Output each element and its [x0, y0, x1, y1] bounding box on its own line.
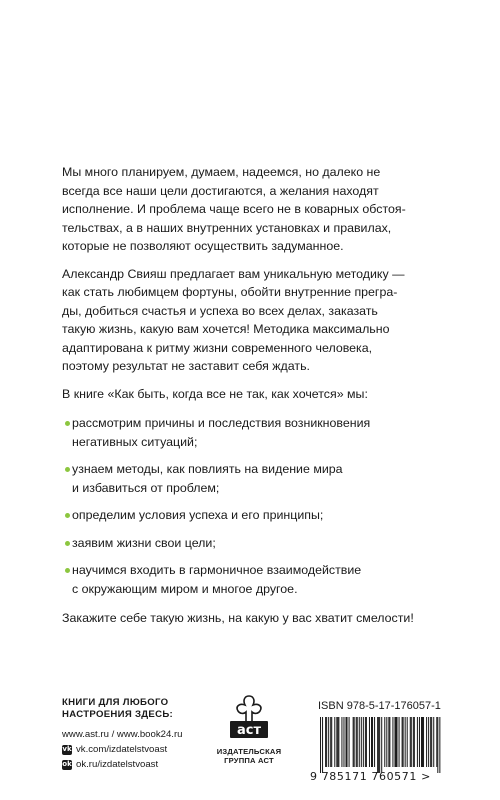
barcode-bar — [410, 717, 411, 767]
publisher-line: ИЗДАТЕЛЬСКАЯ — [216, 747, 282, 756]
barcode-bar — [365, 717, 366, 767]
footer-title — [62, 697, 202, 721]
barcode-bar — [378, 717, 379, 773]
text-line: как стать любимцем фортуны, обойти внутренние прегра- — [62, 285, 398, 299]
barcode-bar — [388, 717, 389, 767]
barcode-bar — [436, 717, 437, 767]
paragraph-2 — [62, 265, 442, 376]
barcode-bar — [439, 717, 440, 773]
footer-links — [62, 727, 183, 772]
barcode-bar — [374, 717, 375, 767]
text-line: определим условия успеха и его принципы; — [72, 508, 324, 522]
barcode-bar — [431, 717, 432, 767]
text-line: заявим жизни свои цели; — [72, 535, 216, 550]
barcode-bar — [437, 717, 438, 773]
bullet-dot-icon — [65, 467, 70, 472]
text-line: тельствах, а в наших внутренних установках и правилах, — [62, 220, 392, 235]
bullet-dot-icon — [65, 513, 70, 518]
text-line: научимся входить в гармоничное взаимодействие — [72, 563, 362, 577]
text-line: негативных ситуаций; — [72, 434, 198, 449]
barcode-bar — [341, 717, 342, 767]
barcode-bar — [399, 717, 400, 767]
barcode-bar — [426, 717, 427, 767]
barcode-bar — [371, 717, 372, 767]
barcode-bar — [392, 717, 393, 767]
isbn: ISBN 978-5-17-176057-1 — [318, 700, 441, 712]
barcode — [318, 717, 442, 773]
barcode-bar — [405, 717, 406, 767]
barcode-bar — [354, 717, 355, 767]
bullet-dot-icon — [65, 421, 70, 426]
vk-link-row[interactable] — [62, 742, 183, 757]
barcode-bar — [356, 717, 357, 767]
barcode-bar — [328, 717, 329, 767]
barcode-number: 9 785171 760571 > — [310, 770, 431, 783]
barcode-bar — [361, 717, 362, 767]
publisher-logo — [214, 694, 284, 765]
barcode-bar — [417, 717, 418, 767]
barcode-bar — [357, 717, 358, 767]
barcode-bar — [423, 717, 424, 767]
text-line: с окружающим миром и многое другое. — [72, 581, 298, 596]
web-links[interactable]: www.ast.ru / www.book24.ru — [62, 729, 183, 740]
list-item — [62, 534, 442, 553]
ast-logo-icon — [227, 694, 271, 740]
barcode-bar — [384, 717, 385, 767]
barcode-bar — [347, 717, 348, 767]
barcode-bar — [330, 717, 331, 767]
text-line: и избавиться от проблем; — [72, 480, 220, 495]
barcode-bar — [343, 717, 344, 767]
barcode-bar — [411, 717, 412, 767]
barcode-bar — [336, 717, 337, 767]
barcode-bar — [337, 717, 338, 767]
bullet-dot-icon — [65, 541, 70, 546]
barcode-bar — [359, 717, 360, 767]
ok-icon: ok — [62, 760, 72, 768]
barcode-bar — [331, 717, 332, 767]
barcode-bar — [366, 717, 367, 767]
barcode-bar — [421, 717, 422, 767]
barcode-bar — [430, 717, 431, 767]
barcode-bar — [413, 717, 414, 767]
barcode-bar — [394, 717, 395, 767]
barcode-block — [310, 700, 442, 783]
barcode-bar — [320, 717, 321, 773]
barcode-bar — [338, 717, 339, 767]
text-line: Мы много планируем, думаем, надеемся, но далеко не — [62, 165, 381, 179]
barcode-bar — [397, 717, 398, 767]
barcode-bar — [325, 717, 326, 767]
text-line: узнаем методы, как повлиять на видение мира — [72, 462, 343, 476]
list-item — [62, 460, 442, 497]
intro-line: В книге «Как быть, когда все не так, как хочется» мы: — [62, 386, 368, 401]
text-line: адаптирована к ритму жизни современного человека, — [62, 340, 373, 355]
publisher-logo-text: аст — [236, 723, 262, 738]
text-line: исполнение. И проблема чаще всего не в коварных обстоя- — [62, 202, 406, 216]
ok-link[interactable]: ok.ru/izdatelstvoast — [76, 759, 159, 770]
bullet-dot-icon — [65, 568, 70, 573]
bullet-list — [62, 414, 442, 598]
barcode-bar — [433, 717, 434, 767]
ok-link-row[interactable] — [62, 757, 183, 772]
text-line: рассмотрим причины и последствия возникновения — [72, 416, 371, 430]
barcode-bar — [326, 717, 327, 767]
barcode-bar — [369, 717, 370, 767]
barcode-bar — [389, 717, 390, 767]
text-line: которые не позволяют осуществить задуманное. — [62, 239, 344, 253]
publisher-caption — [214, 747, 284, 765]
text-line: поэтому результат не заставит себя ждать. — [62, 359, 310, 373]
list-item — [62, 414, 442, 451]
vk-icon: vk — [62, 745, 72, 753]
barcode-bar — [379, 717, 380, 773]
barcode-bar — [402, 717, 403, 767]
text-line: всегда все наши цели достигаются, а желания находят — [62, 183, 379, 198]
barcode-bar — [395, 717, 396, 767]
annotation-text — [62, 163, 442, 637]
footer-title-line: НАСТРОЕНИЯ ЗДЕСЬ: — [62, 709, 174, 720]
publisher-line: ГРУППА АСТ — [224, 756, 274, 765]
closing-line: Закажите себе такую жизнь, на какую у вас хватит смелости! — [62, 611, 414, 625]
barcode-bar — [346, 717, 347, 767]
list-item — [62, 561, 442, 598]
vk-link[interactable]: vk.com/izdatelstvoast — [76, 744, 168, 755]
barcode-bar — [322, 717, 323, 773]
footer-title-line: КНИГИ ДЛЯ ЛЮБОГО — [62, 697, 169, 708]
barcode-bar — [363, 717, 364, 767]
paragraph-1 — [62, 163, 442, 256]
barcode-bar — [353, 717, 354, 767]
barcode-bar — [334, 717, 335, 767]
list-item — [62, 506, 442, 525]
barcode-bar — [372, 717, 373, 767]
barcode-bar — [377, 717, 378, 773]
barcode-bar — [349, 717, 350, 767]
barcode-bar — [381, 717, 382, 773]
text-line: ды, добиться счастья и успеха во всех делах, заказать — [62, 303, 378, 318]
barcode-bar — [422, 717, 423, 767]
barcode-bar — [428, 717, 429, 767]
barcode-bar — [407, 717, 408, 767]
text-line: такую жизнь, какую вам хочется! Методика максимально — [62, 322, 390, 336]
barcode-bar — [403, 717, 404, 767]
barcode-bar — [386, 717, 387, 767]
text-line: Александр Свияш предлагает вам уникальную методику — — [62, 266, 405, 281]
barcode-bar — [419, 717, 420, 767]
barcode-bar — [414, 717, 415, 767]
